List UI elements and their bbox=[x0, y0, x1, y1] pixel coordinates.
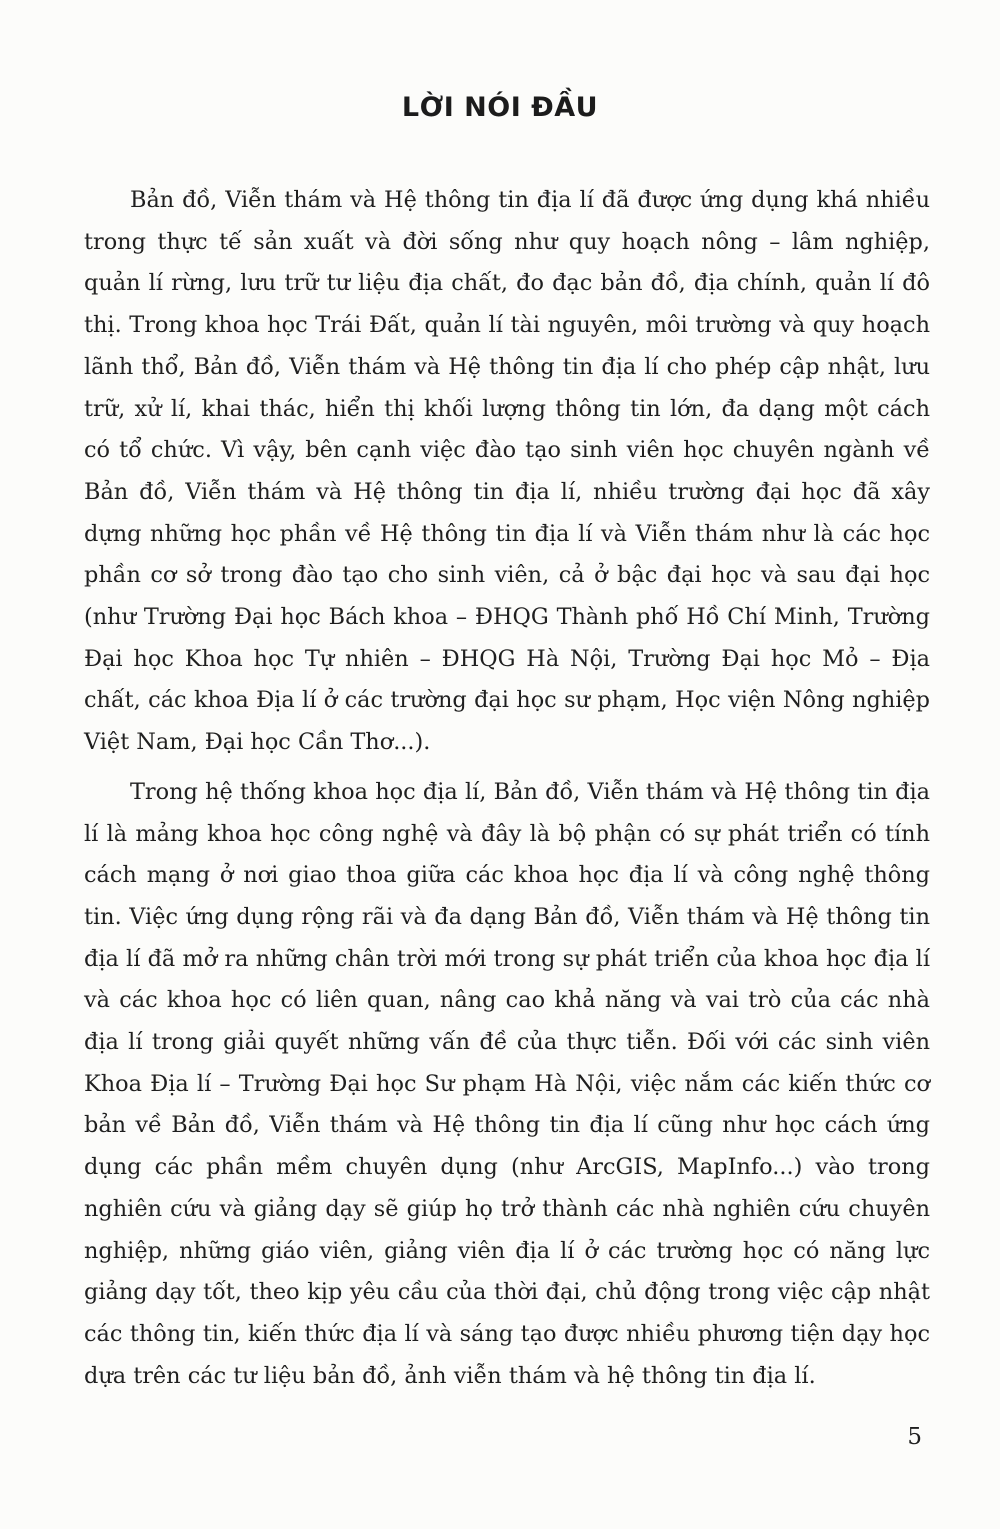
page-number: 5 bbox=[907, 1424, 922, 1450]
body-text bbox=[84, 180, 930, 1397]
paragraph-2: Trong hệ thống khoa học địa lí, Bản đồ, Viễn thám và Hệ thông tin địa lí là mảng khoa học công nghệ và đây là bộ phận có sự phát triển có tính cách mạng ở nơi giao thoa giữa các khoa học địa lí và công nghệ thông tin. Việc ứng dụng rộng rãi và đa dạng Bản đồ, Viễn thám và Hệ thông tin địa lí đã mở ra những chân trời mới trong sự phát triển của khoa học địa lí và các khoa học có liên quan, nâng cao khả năng và vai trò của các nhà địa lí trong giải quyết những vấn đề của thực tiễn. Đối với các sinh viên Khoa Địa lí – Trường Đại học Sư phạm Hà Nội, việc nắm các kiến thức cơ bản về Bản đồ, Viễn thám và Hệ thông tin địa lí cũng như học cách ứng dụng các phần mềm chuyên dụng (như ArcGIS, MapInfo...) vào trong nghiên cứu và giảng dạy sẽ giúp họ trở thành các nhà nghiên cứu chuyên nghiệp, những giáo viên, giảng viên địa lí ở các trường học có năng lực giảng dạy tốt, theo kịp yêu cầu của thời đại, chủ động trong việc cập nhật các thông tin, kiến thức địa lí và sáng tạo được nhiều phương tiện dạy học dựa trên các tư liệu bản đồ, ảnh viễn thám và hệ thông tin địa lí. bbox=[84, 778, 930, 1389]
page-title: LỜI NÓI ĐẦU bbox=[401, 92, 599, 123]
paragraph-1: Bản đồ, Viễn thám và Hệ thông tin địa lí đã được ứng dụng khá nhiều trong thực tế sản xuất và đời sống như quy hoạch nông – lâm nghiệp, quản lí rừng, lưu trữ tư liệu địa chất, đo đạc bản đồ, địa chính, quản lí đô thị. Trong khoa học Trái Đất, quản lí tài nguyên, môi trường và quy hoạch lãnh thổ, Bản đồ, Viễn thám và Hệ thông tin địa lí cho phép cập nhật, lưu trữ, xử lí, khai thác, hiển thị khối lượng thông tin lớn, đa dạng một cách có tổ chức. Vì vậy, bên cạnh việc đào tạo sinh viên học chuyên ngành về Bản đồ, Viễn thám và Hệ thông tin địa lí, nhiều trường đại học đã xây dựng những học phần về Hệ thông tin địa lí và Viễn thám như là các học phần cơ sở trong đào tạo cho sinh viên, cả ở bậc đại học và sau đại học (như Trường Đại học Bách khoa – ĐHQG Thành phố Hồ Chí Minh, Trường Đại học Khoa học Tự nhiên – ĐHQG Hà Nội, Trường Đại học Mỏ – Địa chất, các khoa Địa lí ở các trường đại học sư phạm, Học viện Nông nghiệp Việt Nam, Đại học Cần Thơ...). bbox=[84, 187, 930, 756]
